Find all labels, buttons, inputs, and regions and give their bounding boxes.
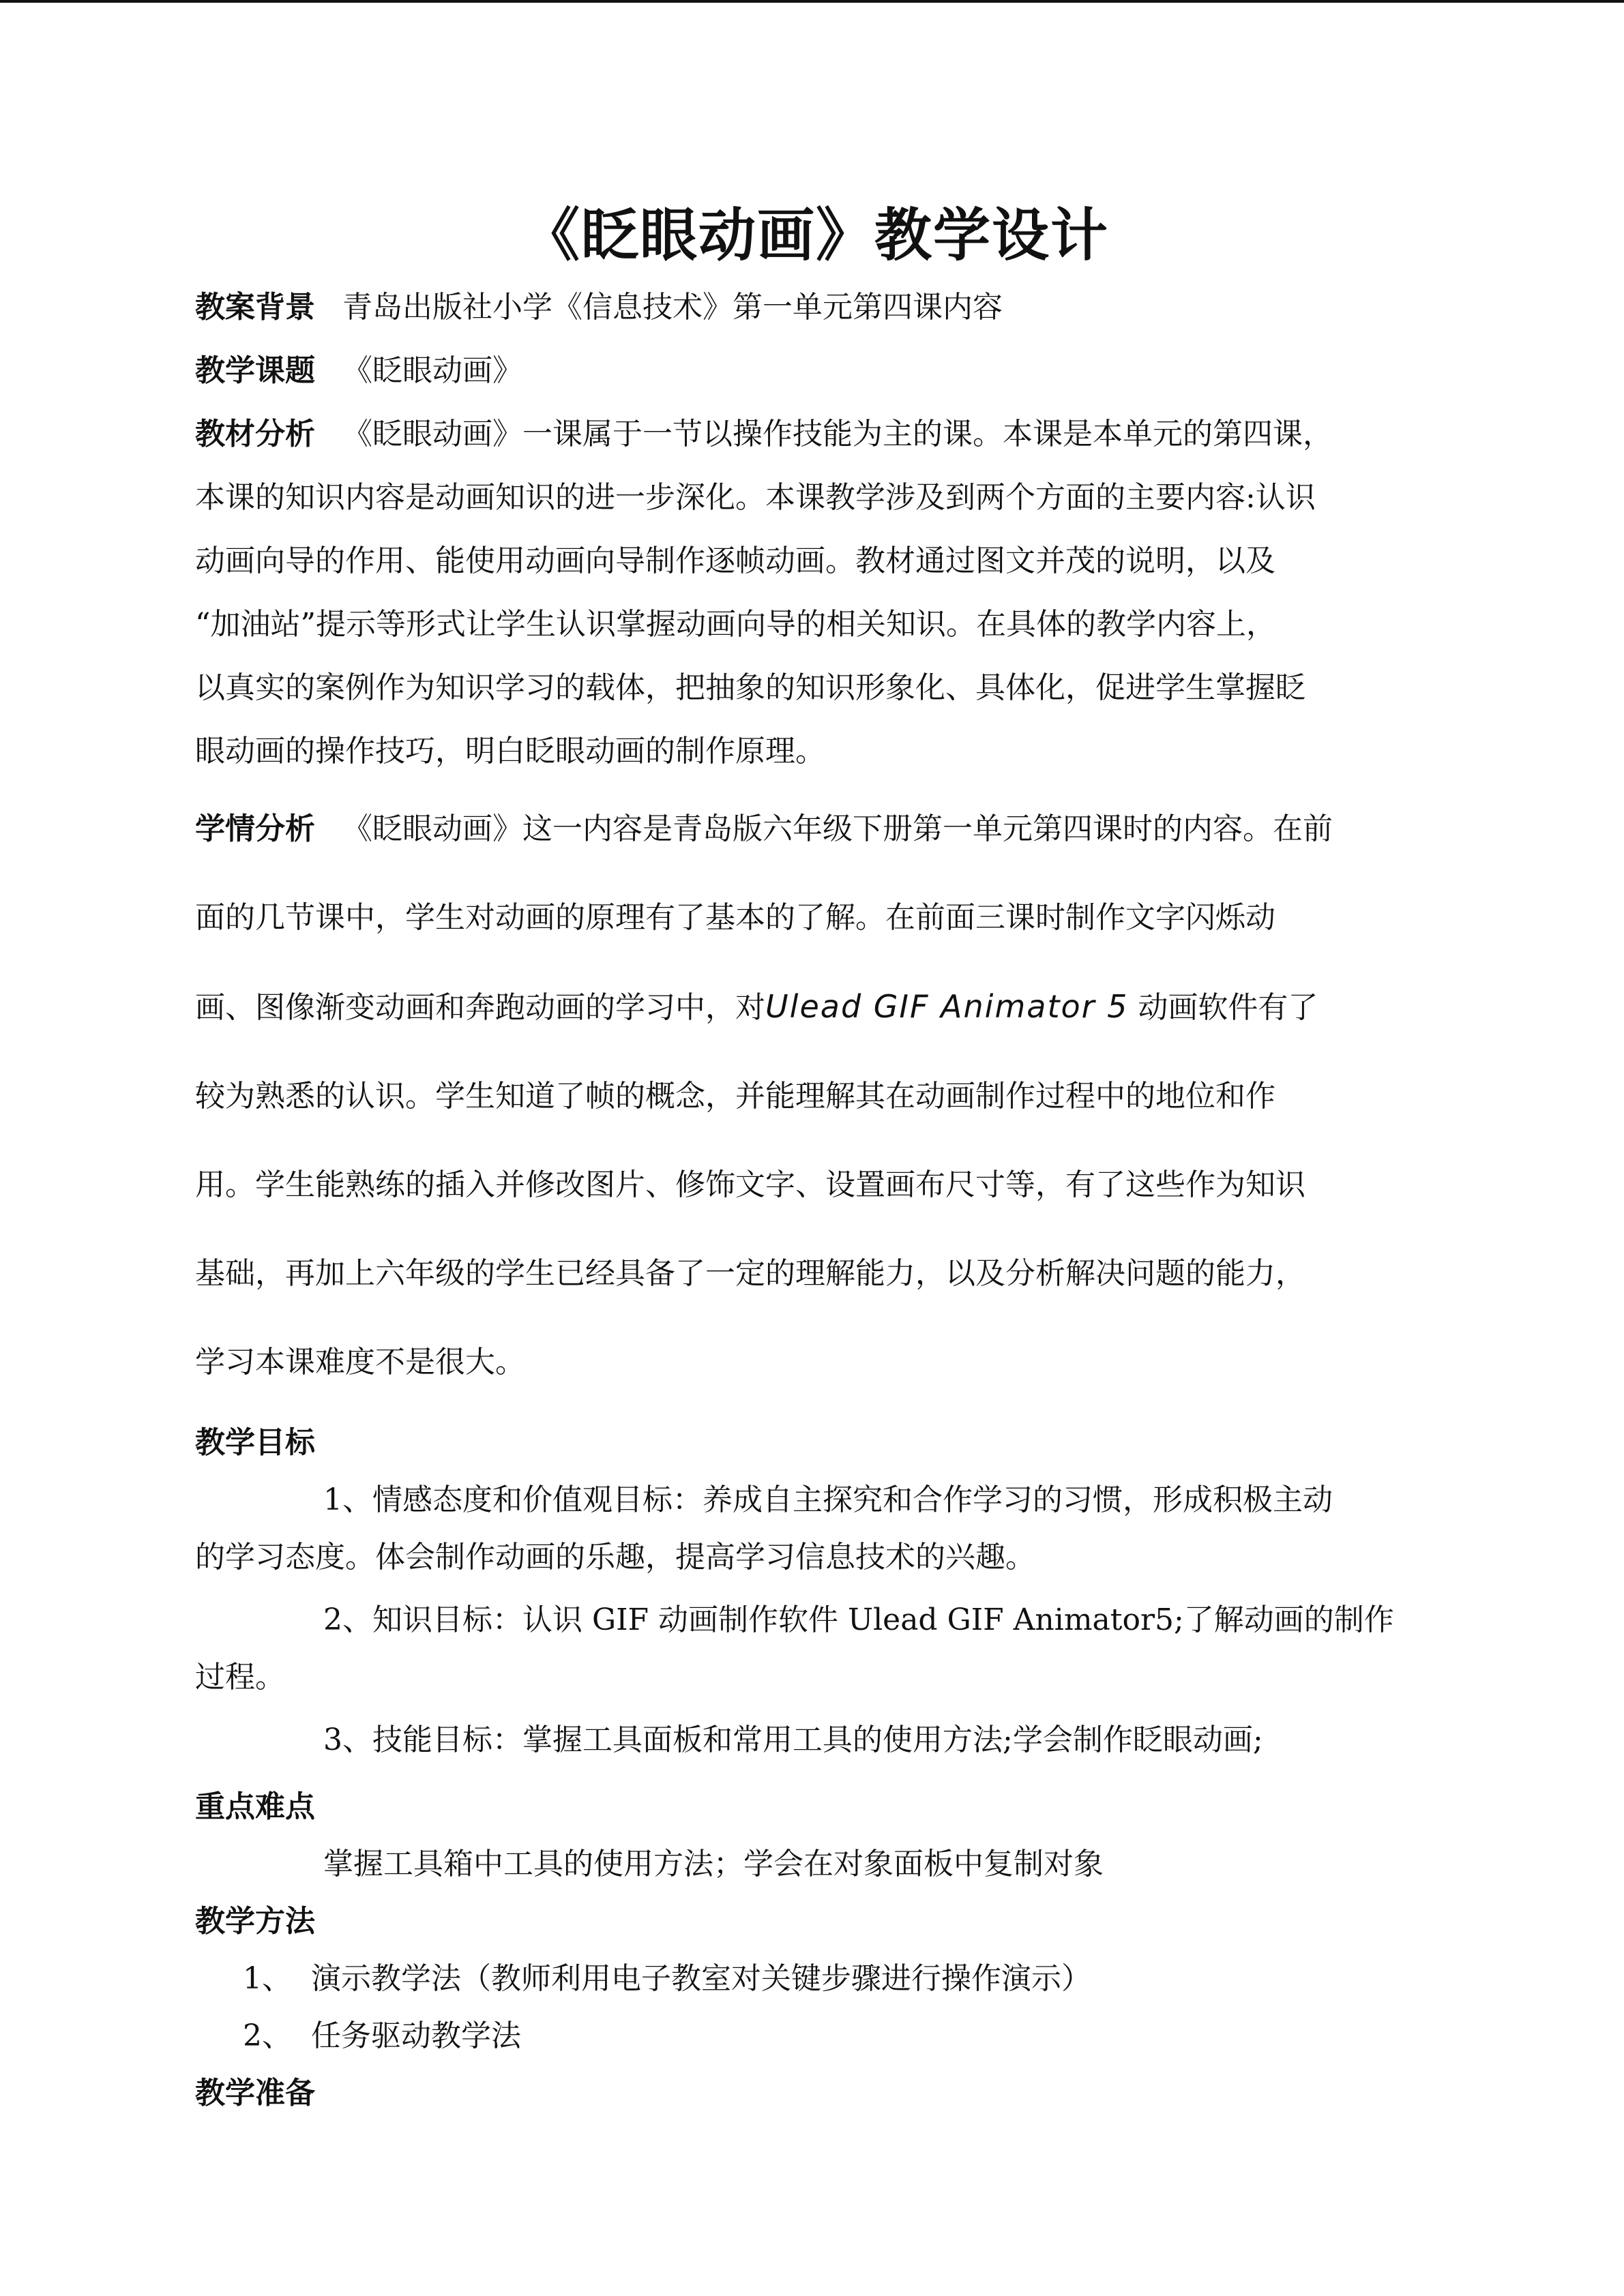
student-line: 学习本课难度不是很大。 (195, 1345, 525, 1380)
methods-heading: 教学方法 (195, 1904, 315, 1939)
student-line: 画、图像渐变动画和奔跑动画的学习中，对Ulead GIF Animator 5 动画软件有了 (195, 988, 1318, 1025)
material-line: “加油站”提示等形式让学生认识掌握动画向导的相关知识。在具体的教学内容上， (195, 607, 1276, 642)
goal-2-line-2: 过程。 (195, 1660, 285, 1695)
document-title: 《眨眼动画》教学设计 (522, 202, 1109, 269)
method-item (195, 1950, 1436, 2008)
goal-1-line-2: 的学习态度。体会制作动画的乐趣，提高学习信息技术的兴趣。 (195, 1540, 1035, 1575)
top-border-line (0, 0, 1624, 3)
method-text: 演示教学法（教师利用电子教室对关键步骤进行操作演示） (311, 1961, 1091, 1996)
goal-1-line-1: 1、情感态度和价值观目标：养成自主探究和合作学习的习惯，形成积极主动 (323, 1482, 1333, 1517)
topic-text: 《眨眼动画》 (342, 353, 522, 388)
student-line: 面的几节课中，学生对动画的原理有了基本的了解。在前面三课时制作文字闪烁动 (195, 900, 1275, 935)
material-line: 以真实的案例作为知识学习的载体，把抽象的知识形象化、具体化，促进学生掌握眨 (195, 670, 1305, 705)
software-name: Ulead GIF Animator 5 (765, 988, 1129, 1025)
goal-2-line-1: 2、知识目标：认识 GIF 动画制作软件 Ulead GIF Animator5;了解动画的制作 (323, 1602, 1394, 1637)
background-text: 青岛出版社小学《信息技术》第一单元第四课内容 (342, 290, 1003, 325)
material-label: 教材分析 (195, 417, 315, 451)
student-line: 较为熟悉的认识。学生知道了帧的概念，并能理解其在动画制作过程中的地位和作 (195, 1079, 1275, 1114)
student-line: 用。学生能熟练的插入并修改图片、修饰文字、设置画布尺寸等，有了这些作为知识 (195, 1167, 1305, 1202)
material-line: 眼动画的操作技巧，明白眨眼动画的制作原理。 (195, 734, 825, 769)
document-page (195, 198, 1436, 2122)
material-line: 教材分析 《眨眼动画》一课属于一节以操作技能为主的课。本课是本单元的第四课， (195, 417, 1333, 451)
material-line: 本课的知识内容是动画知识的进一步深化。本课教学涉及到两个方面的主要内容:认识 (195, 480, 1316, 515)
method-number: 1、 (243, 1961, 292, 1996)
method-item (195, 2008, 1436, 2065)
topic-row (195, 339, 1436, 402)
background-label: 教案背景 (195, 290, 315, 325)
method-number: 2、 (243, 2018, 292, 2053)
preparation-heading: 教学准备 (195, 2076, 315, 2111)
material-line: 动画向导的作用、能使用动画向导制作逐帧动画。教材通过图文并茂的说明，以及 (195, 543, 1275, 578)
student-label: 学情分析 (195, 811, 315, 846)
goals-heading: 教学目标 (195, 1425, 315, 1460)
method-text: 任务驱动教学法 (311, 2018, 521, 2053)
keypoints-heading: 重点难点 (195, 1789, 315, 1824)
keypoints-text: 掌握工具箱中工具的使用方法；学会在对象面板中复制对象 (323, 1847, 1104, 1881)
topic-label: 教学课题 (195, 353, 315, 388)
student-line: 学情分析 《眨眼动画》这一内容是青岛版六年级下册第一单元第四课时的内容。在前 (195, 811, 1333, 846)
material-analysis (195, 402, 1436, 783)
goal-3: 3、技能目标：掌握工具面板和常用工具的使用方法;学会制作眨眼动画; (323, 1723, 1263, 1757)
background-row (195, 275, 1436, 339)
student-analysis (195, 787, 1436, 1405)
student-line: 基础，再加上六年级的学生已经具备了一定的理解能力，以及分析解决问题的能力， (195, 1256, 1305, 1291)
